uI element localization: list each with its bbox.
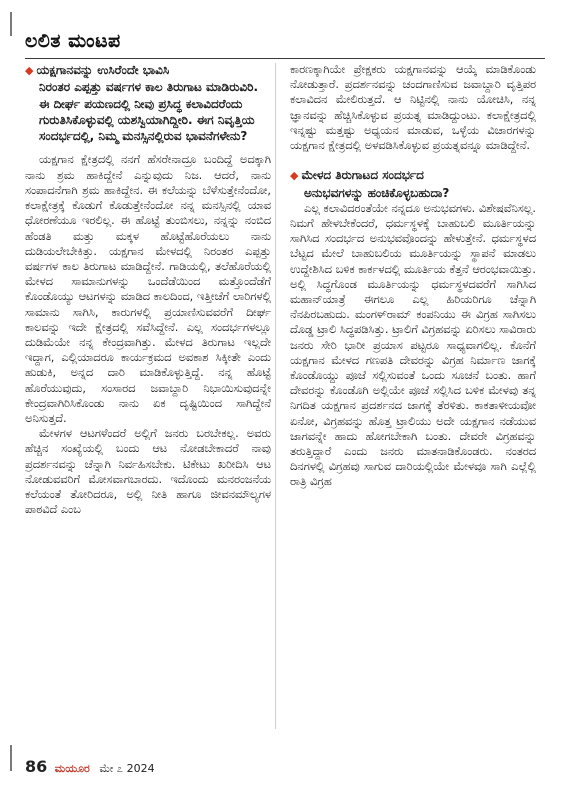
right-column [290, 62, 536, 738]
header-rule [25, 58, 545, 59]
question-1-first-line: ಯಕ್ಷಗಾನವನ್ನು ಉಸಿರೆಂದೇ ಭಾವಿಸಿ [36, 63, 170, 77]
diamond-bullet-icon: ◆ [290, 169, 299, 183]
issue-date: ಮೇ ೭ 2024 [99, 762, 155, 775]
question-1-text: ನಿರಂತರ ಎಪ್ಪತ್ತು ವರ್ಷಗಳ ಕಾಲ ತಿರುಗಾಟ ಮಾಡಿರುವಿರಿ. ಈ ದೀರ್ಘ ಪಯಣದಲ್ಲಿ ನೀವು ಪ್ರಸಿದ್ಧ ಕಲಾವಿದರೆಂದು ಗುರುತಿಸಿಕೊಳ್ಳುವಲ್ಲಿ ಯಶಸ್ವಿಯಾಗಿದ್ದೀರಿ. ಈಗ ನಿವೃತ್ತಿಯ ಸಂದರ್ಭದಲ್ಲಿ, ನಿಮ್ಮ ಮನಸ್ಸಿನಲ್ಲಿರುವ ಭಾವನೆಗಳೇನು? [39, 80, 259, 144]
page-footer [25, 757, 155, 776]
answer-paragraph: ಎಲ್ಲ ಕಲಾವಿದರಂತೆಯೇ ನನ್ನದೂ ಅನುಭವಗಳು. ವಿಶೇಷವೆನಿಸಲ್ಲ. ನಿಮಗೆ ಹೇಳಬೇಕೆಂದರೆ, ಧರ್ಮಸ್ಥಳಕ್ಕೆ ಬಾಹುಬಲಿ ಮೂರ್ತಿಯನ್ನು ಸಾಗಿಸಿದ ಸಂದರ್ಭದ ಅನುಭವವೊಂದನ್ನು ಹೇಳುತ್ತೇನೆ. ಧರ್ಮಸ್ಥಳದ ಬೆಟ್ಟದ ಮೇಲೆ ಬಾಹುಬಲಿಯ ಮೂರ್ತಿಯನ್ನು ಸ್ಥಾಪನೆ ಮಾಡಲು ಉದ್ದೇಶಿಸಿದ ಬಳಿಕ ಕಾರ್ಕಳದಲ್ಲಿ ಮೂರ್ತಿಯ ಕೆತ್ತನೆ ಆರಂಭವಾಯಿತ್ತು. ಅಲ್ಲಿ ಸಿದ್ಧಗೊಂಡ ಮೂರ್ತಿಯನ್ನು ಧರ್ಮಸ್ಥಳದವರೆಗೆ ಸಾಗಿಸಿದ ಮಹಾನ್‌ಯಾತ್ರೆ ಈಗಲೂ ಎಲ್ಲ ಹಿರಿಯರಿಗೂ ಚೆನ್ನಾಗಿ ನೆನಪಿರಬಹುದು. ಮಂಗಳ್‌ರಾಮ್ ಕಂಪನಿಯು ಈ ವಿಗ್ರಹ ಸಾಗಿಸಲು ದೊಡ್ಡ ಟ್ರಾಲಿ ಸಿದ್ಧಪಡಿಸಿತ್ತು. ಟ್ರಾಲಿಗೆ ವಿಗ್ರಹವನ್ನು ಏರಿಸಲು ಸಾವಿರಾರು ಜನರು ಸೇರಿ ಭಾರೀ ಪ್ರಯಾಸ ಪಟ್ಟರೂ ಸಾಧ್ಯವಾಗಲಿಲ್ಲ. ಕೊನೆಗೆ ಯಕ್ಷಗಾನ ಮೇಳದ ಗಣಪತಿ ದೇವರನ್ನು ವಿಗ್ರಹ ನಿರ್ಮಾಣ ಜಾಗಕ್ಕೆ ಕೊಂಡೊಯ್ದು ಪೂಜೆ ಸಲ್ಲಿಸುವಂತೆ ಒಂದು ಸೂಚನೆ ಬಂತು. ಹಾಗೆ ದೇವರನ್ನು ಕೊಂಡೊಗಿ ಅಲ್ಲಿಯೇ ಪೂಜೆ ಸಲ್ಲಿಸಿದ ಬಳಿಕ ಮೇಳವು ತನ್ನ ನಿಗದಿತ ಯಕ್ಷಗಾನ ಪ್ರದರ್ಶನದ ಜಾಗಕ್ಕೆ ತೆರಳಿತು. ಕಾಕತಾಳೀಯವೋ ಏನೋ, ವಿಗ್ರಹವನ್ನು ಹೊತ್ತ ಟ್ರಾಲಿಯು ಅದೇ ಯಕ್ಷಗಾನ ನಡೆಯುವ ಜಾಗವನ್ನೇ ಹಾದು ಹೋಗಬೇಕಾಗಿ ಬಂತು. ದೇವರೇ ವಿಗ್ರಹವನ್ನು ತರುತ್ತಿದ್ದಾರೆ ಎಂದು ಜನರು ಮಾತನಾಡಿಕೊಂಡರು. ನಂತರದ ದಿನಗಳಲ್ಲಿ ವಿಗ್ರಹವು ಸಾಗುವ ದಾರಿಯಲ್ಲಿಯೇ ಮೇಳವೂ ಸಾಗಿ ಎಲ್ಲೆಲ್ಲಿ ರಾತ್ರಿ ವಿಗ್ರಹ [290, 201, 536, 489]
left-column [25, 62, 271, 738]
column-divider [275, 63, 276, 729]
question-1 [25, 62, 271, 144]
crop-mark-top [10, 12, 12, 36]
question-2-first-line: ಮೇಳದ ತಿರುಗಾಟದ ಸಂದರ್ಭದ [301, 168, 424, 183]
section-title: ಲಲಿತ ಮಂಟಪ [25, 30, 121, 52]
page-header [25, 28, 545, 59]
answer-paragraph: ಯಕ್ಷಗಾನ ಕ್ಷೇತ್ರದಲ್ಲಿ ನನಗೆ ಹೆಸರೇನಾದ್ರೂ ಬಂದಿದ್ದೆ ಅದಕ್ಕಾಗಿ ನಾನು ಶ್ರಮ ಹಾಕಿದ್ದೇನೆ ಎನ್ನುವುದು ನಿಜ. ಆದರೆ, ನಾನು ಸಂಪಾದನೆಗಾಗಿ ಶ್ರಮ ಹಾಕಿದ್ದೇನ. ಈ ಕಲೆಯನ್ನು ಬೆಳೆಸುತ್ತೇನೆಂದೋ, ಕಲಾಕ್ಷೇತ್ರಕ್ಕೆ ಕೊಡುಗೆ ಕೊಡುತ್ತೇನೆಂದೋ ನನ್ನ ಮನಸ್ಸಿನಲ್ಲಿ ಯಾವ ಧೋರಣೆಯೂ ಇರಲಿಲ್ಲ. ಈ ಹೊಟ್ಟೆ ತುಂಬಿಸಲು, ನನ್ನನ್ನು ನಂಬಿದ ಹೆಂಡತಿ ಮತ್ತು ಮಕ್ಕಳ ಹೊಟ್ಟೆಹೊರೆಯಲು ನಾನು ದುಡಿಯಲೇಬೇಕಿತ್ತು. ಯಕ್ಷಗಾನ ಮೇಳದಲ್ಲಿ ನಿರಂತರ ಎಪ್ಪತ್ತು ವರ್ಷಗಳ ಕಾಲ ತಿರುಗಾಟ ಮಾಡಿದ್ದೇನೆ. ಗಾಡಿಯಲ್ಲಿ, ತಲೆಹೊರೆಯಲ್ಲಿ ಮೇಳದ ಸಾಮಾನುಗಳನ್ನು ಒಂದೆಡೆಯಿಂದ ಮತ್ತೊಂದೆಡೆಗೆ ಕೊಂಡೊಯ್ಯು ಆಟಗಳನ್ನು ಮಾಡಿದ ಕಾಲದಿಂದ, ಇತ್ತೀಚೆಗೆ ಲಾರಿಗಳಲ್ಲಿ ಸಾಮಾನು ಸಾಗಿಸಿ, ಕಾರುಗಳಲ್ಲಿ ಪ್ರಯಾಣಿಸುವವರೆಗೆ ದೀರ್ಘ ಕಾಲವನ್ನು ಇದೇ ಕ್ಷೇತ್ರದಲ್ಲಿ ಸವೆಸಿದ್ದೇನೆ. ಎಲ್ಲ ಸಂದರ್ಭಗಳಲ್ಲೂ ದುಡಿಮೆಯೇ ನನ್ನ ಕೇಂದ್ರವಾಗಿತ್ತು. ಮೇಳದ ತಿರುಗಾಟ ಇಲ್ಲದೇ ಇದ್ದಾಗ, ಎಲ್ಲಿಯಾದರೂ ಕಾರ್ಯಕ್ರಮದ ಅವಕಾಶ ಸಿಕ್ಕೀತೇ ಎಂದು ಹುಡುಕಿ, ಅನ್ನದ ದಾರಿ ಮಾಡಿಕೊಳ್ಳುತ್ತಿದ್ದೆ. ನನ್ನ ಹೊಟ್ಟೆ ಹೊರೆಯುವುದು, ಸಂಸಾರದ ಜವಾಬ್ದಾರಿ ನಿಭಾಯಿಸುವುದನ್ನೇ ಕೇಂದ್ರವಾಗಿರಿಸಿಕೊಂಡು ನಾನು ಏಕ ದೃಷ್ಟಿಯಿಂದ ಸಾಗಿದ್ದೇನೆ ಅನಿಸುತ್ತದೆ. [25, 153, 271, 425]
question-2-text: ಅನುಭವಗಳನ್ನು ಹಂಚಿಕೊಳ್ಳಬಹುದಾ? [304, 185, 450, 200]
magazine-name: ಮಯೂರ [54, 762, 90, 775]
page-number: 86 [25, 757, 48, 776]
question-2 [290, 167, 536, 201]
answer-paragraph: ಮೇಳಗಳ ಆಟಗಳೆಂದರೆ ಅಲ್ಲಿಗೆ ಜನರು ಬರಬೇಕಲ್ಲ. ಅವರು ಹೆಚ್ಚಿನ ಸಂಖ್ಯೆಯಲ್ಲಿ ಬಂದು ಆಟ ನೋಡಬೇಕಾದರೆ ನಾವು ಪ್ರದರ್ಶನವನ್ನು ಚೆನ್ನಾಗಿ ನಿರ್ವಹಿಸಬೇಕು. ಟಿಕೇಟು ಖರೀದಿಸಿ ಆಟ ನೋಡುವವರಿಗೆ ಮೋಸವಾಗಬಾರದು. ಇದೊಂದು ಮನರಂಜನೆಯ ಕಲೆಯಂತೆ ತೋರಿದರೂ, ಅಲ್ಲಿ ನೀತಿ ಹಾಗೂ ಜೀವನಮೌಲ್ಯಗಳ ಪಾಠವಿದೆ ಎಂಬ [25, 427, 271, 517]
diamond-bullet-icon: ◆ [25, 64, 34, 77]
answer-paragraph-continued: ಕಾರಣಕ್ಕಾಗಿಯೇ ಪ್ರೇಕ್ಷಕರು ಯಕ್ಷಗಾನವನ್ನು ಆಯ್ಕೆ ಮಾಡಿಕೊಂಡು ನೋಡುತ್ತಾರೆ. ಪ್ರದರ್ಶನವನ್ನು ಚಂದಗಾಣಿಸುವ ಜವಾಬ್ದಾರಿ ವೃತ್ತಿಪರ ಕಲಾವಿದನ ಮೇಲಿರುತ್ತದೆ. ಆ ನಿಟ್ಟಿನಲ್ಲಿ ನಾನು ಯೋಚಿಸಿ, ನನ್ನ ಜ್ಞಾನವನ್ನು ಹೆಚ್ಚಿಸಿಕೊಳ್ಳುವ ಪ್ರಯತ್ನ ಮಾಡಿದ್ದುಂಟು. ಕಲಾಕ್ಷೇತ್ರದಲ್ಲಿ ಇನ್ನಷ್ಟು ಮತ್ತಷ್ಟು ಅಧ್ಯಯನ ಮಾಡುವ, ಒಳ್ಳೆಯ ವಿಚಾರಗಳನ್ನು ಯಕ್ಷಗಾನ ಕ್ಷೇತ್ರದಲ್ಲಿ ಅಳವಡಿಸಿಕೊಳ್ಳುವ ಪ್ರಯತ್ನವನ್ನೂ ಮಾಡಿದ್ದೇನೆ. [290, 63, 536, 153]
crop-mark-bottom [10, 745, 12, 771]
